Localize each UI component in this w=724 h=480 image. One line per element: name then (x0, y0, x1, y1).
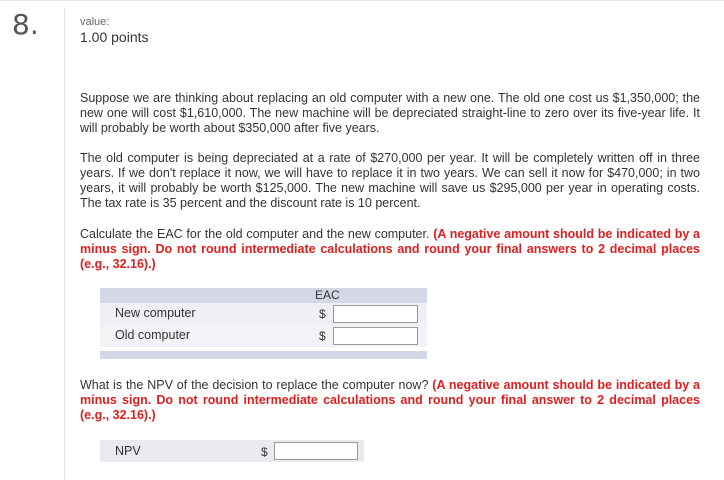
eac-row-old-computer (100, 325, 427, 347)
eac-new-computer-input[interactable] (333, 305, 418, 323)
question-points: 1.00 points (80, 29, 149, 45)
eac-column-header: EAC (315, 288, 340, 302)
npv-input[interactable] (274, 442, 358, 460)
currency-symbol: $ (261, 445, 268, 459)
eac-row-new-computer (100, 303, 427, 325)
npv-question (80, 378, 700, 423)
question-number: 8. (12, 8, 39, 41)
row-label-old-computer: Old computer (115, 328, 191, 342)
problem-paragraph-1: Suppose we are thinking about replacing an old computer with a new one. The old one cost us $1,350,000; the new one will cost $1,610,000. The new machine will be depreciated straight-line to zero over its five-year life. It will probably be worth about $350,000 after five years. (80, 91, 700, 135)
eac-instruction: (A negative amount should be indicated by a minus sign. Do not round intermediate calculations and round your final answers to 2 decimal places (e.g., 32.16).) (80, 227, 700, 271)
currency-symbol: $ (319, 329, 326, 343)
eac-table-header (100, 288, 427, 303)
eac-answer-table (100, 288, 427, 359)
eac-question (80, 227, 700, 272)
currency-symbol: $ (319, 307, 326, 321)
npv-answer-row (100, 440, 364, 462)
number-column-divider (64, 8, 65, 480)
top-divider (0, 0, 724, 1)
row-label-new-computer: New computer (115, 306, 196, 320)
problem-paragraph-2: The old computer is being depreciated at a rate of $270,000 per year. It will be completely written off in three years. If we don't replace it now, we will have to replace it in two years. We can sell it now for $470,000; in two years, it will probably be worth $125,000. The new machine will save us $295,000 per year in operating costs. The tax rate is 35 percent and the discount rate is 10 percent. (80, 151, 700, 210)
npv-question-text: What is the NPV of the decision to replace the computer now? (80, 378, 429, 392)
eac-question-text: Calculate the EAC for the old computer and the new computer. (80, 227, 430, 241)
eac-old-computer-input[interactable] (333, 327, 418, 345)
row-label-npv: NPV (115, 444, 141, 458)
value-label: value: (80, 16, 110, 28)
eac-table-footer (100, 351, 427, 359)
npv-instruction: (A negative amount should be indicated by a minus sign. Do not round intermediate calculations and round your final answer to 2 decimal places (e.g., 32.16).) (80, 378, 700, 422)
